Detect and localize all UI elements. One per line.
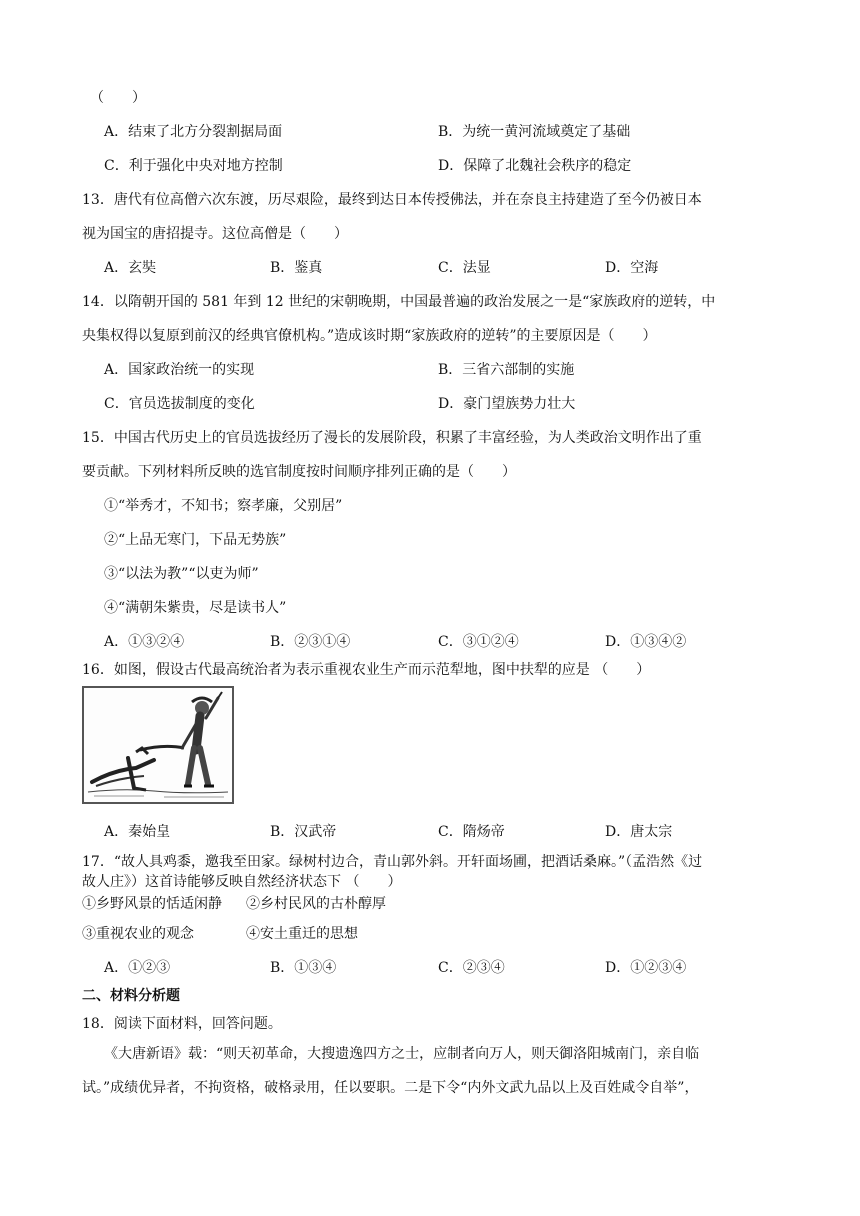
q17-item-3: ③重视农业的观念 [82, 926, 194, 942]
q15-option-c[interactable]: C．③①②④ [438, 634, 519, 650]
q15-stem-line-2: 要贡献。下列材料所反映的选官制度按时间顺序排列正确的是（ ） [82, 464, 516, 480]
q16-stem-line-1: 16．如图，假设古代最高统治者为表示重视农业生产而示范犁地，图中扶犁的应是 （ ） [82, 662, 651, 678]
q13-option-a[interactable]: A．玄奘 [104, 260, 157, 276]
q13-option-d[interactable]: D．空海 [605, 260, 659, 276]
q12-option-b[interactable]: B．为统一黄河流域奠定了基础 [438, 124, 631, 140]
q18-material-line-1: 《大唐新语》载：“则天初革命，大搜遗逸四方之士，应制者向万人，则天御洛阳城南门，亲自临 [104, 1046, 700, 1062]
q12-answer-blank: （ ） [90, 90, 146, 106]
q15-material-4: ④“满朝朱紫贵，尽是读书人” [104, 600, 287, 616]
q17-option-b[interactable]: B．①③④ [270, 960, 337, 976]
q14-option-c[interactable]: C．官员选拔制度的变化 [104, 396, 255, 412]
q13-option-c[interactable]: C．法显 [438, 260, 491, 276]
q16-option-c[interactable]: C．隋炀帝 [438, 824, 505, 840]
q14-option-d[interactable]: D．豪门望族势力壮大 [438, 396, 576, 412]
q14-stem-line-2: 央集权得以复原到前汉的经典官僚机构。”造成该时期“家族政府的逆转”的主要原因是（ ） [82, 328, 657, 344]
q14-option-a[interactable]: A．国家政治统一的实现 [104, 362, 255, 378]
q15-material-2: ②“上品无寒门，下品无势族” [104, 532, 287, 548]
q13-stem-line-2: 视为国宝的唐招提寺。这位高僧是（ ） [82, 226, 348, 242]
q15-material-3: ③“以法为教”“以吏为师” [104, 566, 259, 582]
q16-option-d[interactable]: D．唐太宗 [605, 824, 673, 840]
q17-option-d[interactable]: D．①②③④ [605, 960, 687, 976]
q16-option-b[interactable]: B．汉武帝 [270, 824, 337, 840]
q17-stem-line-2: 故人庄》）这首诗能够反映自然经济状态下 （ ） [82, 874, 402, 890]
q13-stem-line-1: 13．唐代有位高僧六次东渡，历尽艰险，最终到达日本传授佛法，并在奈良主持建造了至今仍被日本 [82, 192, 702, 208]
section-heading: 二、材料分析题 [82, 988, 180, 1004]
q12-option-c[interactable]: C．利于强化中央对地方控制 [104, 158, 283, 174]
q17-stem-line-1: 17．“故人具鸡黍，邀我至田家。绿树村边合，青山郭外斜。开轩面场圃，把酒话桑麻。”（孟浩然《过 [82, 854, 703, 870]
farmer-plowing-illustration [84, 688, 232, 802]
q17-item-4: ④安土重迁的思想 [246, 926, 358, 942]
q15-option-d[interactable]: D．①③④② [605, 634, 687, 650]
q18-instruction: 18．阅读下面材料，回答问题。 [82, 1016, 282, 1032]
q17-item-2: ②乡村民风的古朴醇厚 [246, 896, 386, 912]
q13-option-b[interactable]: B．鉴真 [270, 260, 323, 276]
q15-material-1: ①“举秀才，不知书；察孝廉，父别居” [104, 498, 343, 514]
q17-option-c[interactable]: C．②③④ [438, 960, 505, 976]
q14-option-b[interactable]: B．三省六部制的实施 [438, 362, 575, 378]
q17-item-1: ①乡野风景的恬适闲静 [82, 896, 222, 912]
q17-option-a[interactable]: A．①②③ [104, 960, 171, 976]
q16-option-a[interactable]: A．秦始皇 [104, 824, 171, 840]
q12-option-a[interactable]: A．结束了北方分裂割据局面 [104, 124, 283, 140]
plowing-figure-image [82, 686, 234, 804]
q18-material-line-2: 试。”成绩优异者，不拘资格，破格录用，任以要职。二是下令“内外文武九品以上及百姓咸令自举”， [82, 1080, 699, 1096]
q15-option-a[interactable]: A．①③②④ [104, 634, 185, 650]
q14-stem-line-1: 14．以隋朝开国的 581 年到 12 世纪的宋朝晚期，中国最普遍的政治发展之一是“家族政府的逆转，中 [82, 294, 716, 310]
q12-option-d[interactable]: D．保障了北魏社会秩序的稳定 [438, 158, 632, 174]
q15-option-b[interactable]: B．②③①④ [270, 634, 351, 650]
q15-stem-line-1: 15．中国古代历史上的官员选拔经历了漫长的发展阶段，积累了丰富经验，为人类政治文明作出了重 [82, 430, 702, 446]
